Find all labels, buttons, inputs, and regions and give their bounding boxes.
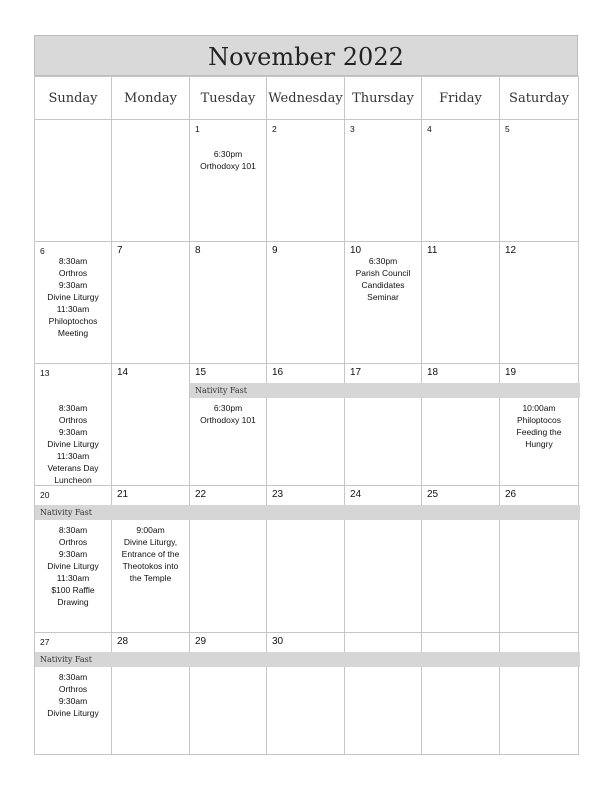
day-cell[interactable]: [190, 633, 267, 755]
day-cell[interactable]: [190, 120, 267, 242]
day-cell[interactable]: [112, 633, 190, 755]
day-cell[interactable]: [422, 242, 500, 364]
day-cell[interactable]: [422, 633, 500, 755]
day-cell[interactable]: [500, 242, 579, 364]
day-number: 19: [505, 367, 517, 378]
day-event: 8:30am Orthros 9:30am Divine Liturgy: [47, 672, 99, 718]
weekday-sunday: Sunday: [35, 77, 112, 120]
week-row: [35, 120, 579, 242]
day-number: 29: [195, 636, 207, 647]
day-number: 20: [40, 490, 50, 500]
calendar-weeks: [35, 120, 579, 755]
day-number: 30: [272, 636, 284, 647]
day-cell[interactable]: [35, 486, 112, 633]
day-cell[interactable]: [500, 633, 579, 755]
weekday-friday: Friday: [422, 77, 500, 120]
day-cell[interactable]: [190, 364, 267, 486]
day-cell[interactable]: [500, 364, 579, 486]
weekday-header-row: [35, 77, 579, 120]
weekday-saturday: Saturday: [500, 77, 579, 120]
day-number: 12: [505, 245, 517, 256]
weekday-wednesday: Wednesday: [267, 77, 345, 120]
week-row: [35, 486, 579, 633]
day-cell[interactable]: [267, 364, 345, 486]
day-cell[interactable]: [35, 242, 112, 364]
day-event: 9:00am Divine Liturgy, Entrance of the Theotokos into the Temple: [121, 525, 180, 583]
day-event: 8:30am Orthros 9:30am Divine Liturgy 11:30am Veterans Day Luncheon: [47, 403, 99, 485]
day-number: 23: [272, 489, 284, 500]
day-number: 16: [272, 367, 284, 378]
day-number: 8: [195, 245, 201, 256]
nativity-fast-band: Nativity Fast: [190, 383, 580, 398]
day-cell[interactable]: [35, 120, 112, 242]
day-number: 28: [117, 636, 129, 647]
day-number: 24: [350, 489, 362, 500]
day-number: 17: [350, 367, 362, 378]
day-cell[interactable]: [267, 120, 345, 242]
day-cell[interactable]: [35, 364, 112, 486]
weekday-thursday: Thursday: [345, 77, 422, 120]
day-number: 22: [195, 489, 207, 500]
day-cell[interactable]: [267, 242, 345, 364]
day-number: 1: [195, 124, 200, 134]
day-number: 4: [427, 124, 432, 134]
week-row: [35, 242, 579, 364]
day-number: 13: [40, 368, 50, 378]
day-number: 11: [427, 245, 438, 256]
day-event: 8:30am Orthros 9:30am Divine Liturgy 11:30am Philoptochos Meeting: [47, 256, 99, 338]
nativity-fast-band: Nativity Fast: [35, 505, 580, 520]
day-event: 6:30pm Orthodoxy 101: [200, 403, 256, 425]
day-number: 2: [272, 124, 277, 134]
day-cell[interactable]: [35, 633, 112, 755]
day-cell[interactable]: [345, 633, 422, 755]
day-number: 6: [40, 246, 45, 256]
day-cell[interactable]: [345, 242, 422, 364]
day-number: 25: [427, 489, 439, 500]
day-number: 26: [505, 489, 517, 500]
day-cell[interactable]: [190, 242, 267, 364]
day-cell[interactable]: [112, 242, 190, 364]
day-number: 5: [505, 124, 510, 134]
day-number: 27: [40, 637, 50, 647]
day-cell[interactable]: [500, 120, 579, 242]
day-number: 9: [272, 245, 278, 256]
day-event: 6:30pm Orthodoxy 101: [200, 149, 256, 171]
calendar-title: November 2022: [34, 35, 578, 76]
day-cell[interactable]: [422, 364, 500, 486]
day-number: 3: [350, 124, 355, 134]
day-event: 10:00am Philoptocos Feeding the Hungry: [516, 403, 562, 449]
weekday-monday: Monday: [112, 77, 190, 120]
day-event: 8:30am Orthros 9:30am Divine Liturgy 11:30am $100 Raffle Drawing: [47, 525, 99, 607]
day-number: 10: [350, 245, 362, 256]
day-cell[interactable]: [112, 120, 190, 242]
day-event: 6:30pm Parish Council Candidates Seminar: [355, 256, 411, 302]
day-cell[interactable]: [422, 120, 500, 242]
week-row: [35, 633, 579, 755]
day-cell[interactable]: [345, 120, 422, 242]
calendar: [34, 35, 578, 755]
day-number: 14: [117, 367, 129, 378]
day-cell[interactable]: [345, 364, 422, 486]
day-cell[interactable]: [112, 364, 190, 486]
day-number: 15: [195, 367, 207, 378]
day-number: 7: [117, 245, 123, 256]
day-number: 21: [117, 489, 129, 500]
calendar-grid: [34, 76, 579, 755]
day-number: 18: [427, 367, 439, 378]
week-row: [35, 364, 579, 486]
day-cell[interactable]: [267, 633, 345, 755]
weekday-tuesday: Tuesday: [190, 77, 267, 120]
nativity-fast-band: Nativity Fast: [35, 652, 580, 667]
